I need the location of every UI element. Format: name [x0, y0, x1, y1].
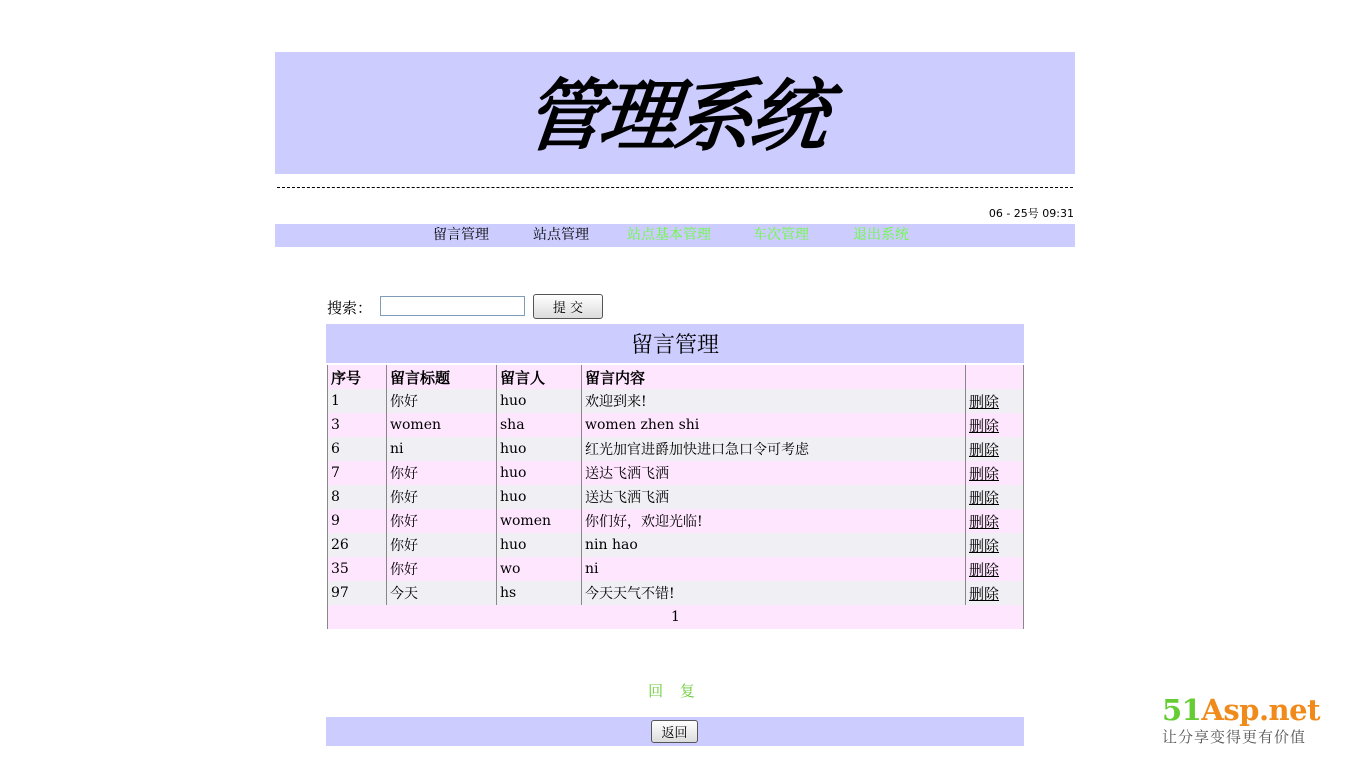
nav-train-management[interactable]: 车次管理 — [753, 227, 809, 243]
cell-id: 9 — [328, 509, 387, 533]
cell-id: 1 — [328, 389, 387, 413]
cell-author: huo — [497, 461, 582, 485]
delete-link[interactable]: 删除 — [969, 584, 1000, 603]
cell-author: huo — [497, 485, 582, 509]
cell-title: 你好 — [387, 461, 497, 485]
nav-logout[interactable]: 退出系统 — [853, 227, 909, 243]
delete-link[interactable]: 删除 — [969, 488, 1000, 507]
cell-content: 今天天气不错! — [582, 581, 966, 605]
cell-id: 3 — [328, 413, 387, 437]
column-header-action — [966, 365, 1024, 389]
cell-id: 7 — [328, 461, 387, 485]
cell-action — [966, 533, 1024, 557]
pager-page-number[interactable]: 1 — [328, 605, 1024, 629]
submit-button[interactable]: 提 交 — [533, 294, 603, 319]
search-label: 搜索： — [327, 299, 373, 317]
cell-author: huo — [497, 437, 582, 461]
panel-title: 留言管理 — [326, 324, 1024, 363]
back-button[interactable]: 返回 — [651, 720, 698, 743]
cell-action — [966, 413, 1024, 437]
watermark-brand — [1162, 694, 1342, 726]
message-table — [327, 365, 1024, 629]
cell-action — [966, 509, 1024, 533]
cell-id: 6 — [328, 437, 387, 461]
cell-title: 你好 — [387, 533, 497, 557]
watermark-logo — [1162, 694, 1342, 747]
nav-message-management[interactable]: 留言管理 — [433, 227, 489, 243]
cell-action — [966, 485, 1024, 509]
column-header-content: 留言内容 — [582, 365, 966, 389]
search-input[interactable] — [380, 296, 525, 316]
delete-link[interactable]: 删除 — [969, 392, 1000, 411]
cell-content: ni — [582, 557, 966, 581]
cell-content: 你们好，欢迎光临! — [582, 509, 966, 533]
cell-content: 欢迎到来! — [582, 389, 966, 413]
table-header-row — [328, 365, 1024, 389]
cell-id: 26 — [328, 533, 387, 557]
table-row — [328, 509, 1024, 533]
cell-author: huo — [497, 389, 582, 413]
cell-title: women — [387, 413, 497, 437]
footer-bar — [326, 717, 1024, 746]
column-header-title: 留言标题 — [387, 365, 497, 389]
table-row — [328, 485, 1024, 509]
cell-content: nin hao — [582, 533, 966, 557]
cell-action — [966, 461, 1024, 485]
cell-title: 今天 — [387, 581, 497, 605]
delete-link[interactable]: 删除 — [969, 416, 1000, 435]
column-header-id: 序号 — [328, 365, 387, 389]
table-row — [328, 461, 1024, 485]
cell-author: wo — [497, 557, 582, 581]
cell-content: 送达飞洒飞洒 — [582, 485, 966, 509]
cell-author: hs — [497, 581, 582, 605]
cell-title: 你好 — [387, 485, 497, 509]
cell-id: 97 — [328, 581, 387, 605]
cell-title: 你好 — [387, 557, 497, 581]
delete-link[interactable]: 删除 — [969, 512, 1000, 531]
delete-link[interactable]: 删除 — [969, 464, 1000, 483]
nav-station-management[interactable]: 站点管理 — [533, 227, 589, 243]
reply-link[interactable]: 回 复 — [648, 682, 701, 700]
cell-id: 35 — [328, 557, 387, 581]
nav-station-basic-management[interactable]: 站点基本管理 — [627, 227, 711, 243]
table-row — [328, 581, 1024, 605]
watermark-brand-text: Asp.net — [1201, 693, 1320, 727]
cell-action — [966, 557, 1024, 581]
table-row — [328, 437, 1024, 461]
table-row — [328, 557, 1024, 581]
top-nav — [275, 224, 1075, 247]
table-row — [328, 389, 1024, 413]
cell-content: 红光加官进爵加快进口急口令可考虑 — [582, 437, 966, 461]
table-row — [328, 413, 1024, 437]
table-row — [328, 533, 1024, 557]
cell-id: 8 — [328, 485, 387, 509]
delete-link[interactable]: 删除 — [969, 560, 1000, 579]
cell-content: women zhen shi — [582, 413, 966, 437]
cell-action — [966, 389, 1024, 413]
cell-author: huo — [497, 533, 582, 557]
delete-link[interactable]: 删除 — [969, 440, 1000, 459]
watermark-slogan: 让分享变得更有价值 — [1162, 728, 1307, 746]
cell-action — [966, 437, 1024, 461]
cell-author: women — [497, 509, 582, 533]
delete-link[interactable]: 删除 — [969, 536, 1000, 555]
cell-content: 送达飞洒飞洒 — [582, 461, 966, 485]
pager-row — [328, 605, 1024, 629]
header-banner — [275, 52, 1075, 174]
cell-title: 你好 — [387, 389, 497, 413]
watermark-brand-number: 51 — [1162, 693, 1202, 727]
cell-title: 你好 — [387, 509, 497, 533]
cell-title: ni — [387, 437, 497, 461]
cell-author: sha — [497, 413, 582, 437]
column-header-author: 留言人 — [497, 365, 582, 389]
datetime-label: 06 - 25号 09:31 — [988, 207, 1074, 220]
cell-action — [966, 581, 1024, 605]
page-title: 管理系统 — [520, 72, 830, 162]
divider — [277, 187, 1073, 188]
